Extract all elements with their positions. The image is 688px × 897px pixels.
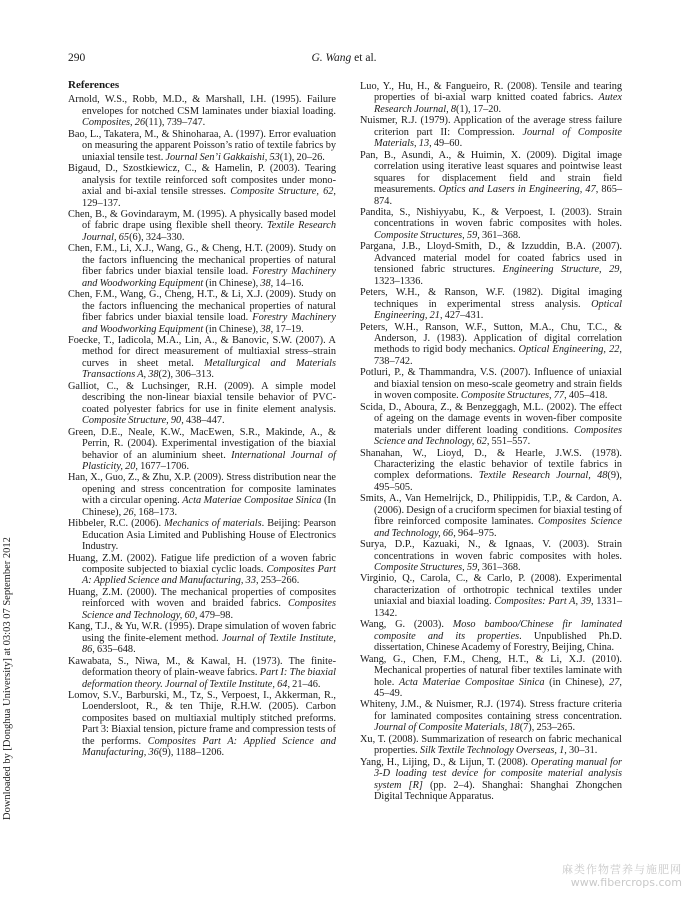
reference-entry xyxy=(360,81,622,115)
reference-text: , 1331–1342. xyxy=(374,596,623,619)
reference-text: (pp. 2–4). Shanghai: Shanghai Zhongchen Digital Technique Apparatus. xyxy=(374,779,622,803)
reference-entry xyxy=(360,115,622,149)
reference-text: , 479–98. xyxy=(194,609,234,621)
reference-entry xyxy=(68,335,336,381)
reference-source: Composites: Part A, 39 xyxy=(494,596,592,608)
reference-text: Huang, Z.M. (2000). The mechanical properties of composites reinforced with woven and braided fabrics. xyxy=(68,586,336,610)
reference-text: (1), 20–26. xyxy=(279,151,325,163)
reference-text: , 14–16. xyxy=(270,277,304,289)
reference-text: Whiteny, J.M., & Nuismer, R.J. (1974). Stress fracture criteria for laminated composites containing stress concentration. xyxy=(360,699,622,722)
reference-source: Silk Textile Technology Overseas, 1 xyxy=(419,745,565,757)
reference-text: Chen, F.M., Li, X.J., Wang, G., & Cheng, H.T. (2009). Study on the factors influencing the mechanical properties of natural fiber fabrics under biaxial tensile load. xyxy=(68,243,336,278)
reference-entry xyxy=(360,448,622,494)
reference-list-right xyxy=(360,81,622,803)
reference-source: Textile Research Journal, 65 xyxy=(82,220,337,243)
reference-entry xyxy=(68,94,336,128)
reference-source: Optical Engineering, 22 xyxy=(518,344,620,356)
reference-text: , 1323–1336. xyxy=(374,264,622,287)
reference-entry xyxy=(68,289,336,335)
reference-entry xyxy=(360,150,622,207)
reference-text: , 49–60. xyxy=(429,138,463,150)
reference-entry xyxy=(68,656,336,690)
reference-text: Green, D.E., Neale, K.W., MacEwen, S.R., Makinde, A., & Perrin, R. (2004). Experimental investigation of the biaxial behavior of an aluminium sheet. xyxy=(68,426,336,461)
reference-source: Composite Structure, 62 xyxy=(230,186,334,198)
reference-text: Pandita, S., Nishiyyabu, K., & Verpoest, I. (2003). Strain concentrations in woven fabric composites with holes. xyxy=(360,206,622,230)
reference-text: . Unpublished Ph.D. dissertation, Chinese Academy of Forestry, Beijing, China. xyxy=(374,630,622,654)
reference-entry xyxy=(360,539,622,573)
reference-entry xyxy=(68,427,336,473)
reference-text: Kang, T.J., & Yu, W.R. (1995). Drape simulation of woven fabric using the finite-element method. xyxy=(68,621,336,644)
reference-text: , 427–431. xyxy=(439,310,484,322)
reference-source: Composites, 26 xyxy=(82,117,146,129)
reference-text: , 253–266. xyxy=(255,575,300,587)
reference-entry xyxy=(360,322,622,368)
reference-source: Metallurgical and Materials Transactions A, 38 xyxy=(82,357,337,381)
reference-entry xyxy=(68,209,336,243)
reference-entry xyxy=(68,381,336,427)
reference-text: , 738–742. xyxy=(374,344,622,367)
reference-text: (6), 324–330. xyxy=(129,231,185,243)
reference-text: Nuismer, R.J. (1979). Application of the average stress failure criterion part II: Compression. xyxy=(360,115,622,138)
reference-source: Moso bamboo/Chinese fir laminated composite and its properties xyxy=(374,619,622,642)
reference-source: Part I: The biaxial deformation theory. Journal of Textile Institute, 64 xyxy=(82,667,336,690)
reference-source: Composite Structures, 59 xyxy=(374,562,478,574)
reference-text: Virginio, Q., Carola, C., & Carlo, P. (2008). Experimental characterization of orthotropic technical textiles under uniaxial and biaxial loading. xyxy=(360,573,622,608)
reference-source: Optics and Lasers in Engineering, 47 xyxy=(438,184,596,196)
reference-source: Composites Science and Technology, 60 xyxy=(82,598,336,621)
reference-text: Bao, L., Takatera, M., & Shinoharaa, A. (1997). Error evaluation on measuring the apparent Poisson’s ratio of textile fabrics by uniaxial tensile test. xyxy=(68,128,336,163)
reference-text: Xu, T. (2008). Summarization of research on fabric mechanical properties. xyxy=(360,733,622,757)
reference-source: Composites Part A: Applied Science and Manufacturing, 33 xyxy=(82,564,336,587)
reference-entry xyxy=(360,573,622,619)
reference-text: , 45–49. xyxy=(374,676,622,700)
reference-entry xyxy=(68,129,336,163)
reference-text: Luo, Y., Hu, H., & Fangueiro, R. (2008). Tensile and tearing properties of bi-axial warp knitted coated fabrics. xyxy=(360,81,622,104)
site-watermark xyxy=(562,863,682,889)
reference-entry xyxy=(68,621,336,655)
reference-entry xyxy=(360,493,622,539)
download-notice: Downloaded by [Donghua University] at 03:03 07 September 2012 xyxy=(2,537,13,820)
reference-entry xyxy=(360,734,622,757)
reference-text: , 1677–1706. xyxy=(135,460,190,472)
reference-source: Acta Materiae Compositae Sinica xyxy=(182,495,322,507)
reference-text: Scida, D., Aboura, Z., & Benzeggagh, M.L. (2002). The effect of ageing on the damage events in woven-fiber composite materials under different loading conditions. xyxy=(360,401,622,436)
reference-text: (in Chinese), xyxy=(203,277,261,289)
reference-text: (9), 1188–1206. xyxy=(158,747,225,759)
reference-source: International Journal of Plasticity, 20 xyxy=(82,449,336,472)
reference-source: Engineering Structure, 29 xyxy=(502,264,620,276)
reference-source: Composite Structures, 59 xyxy=(374,229,478,241)
reference-text: Shanahan, W., Lioyd, D., & Hearle, J.W.S. (1978). Characterizing the elastic behavior of textile fabrics in complex deformations. xyxy=(360,447,622,482)
reference-text: Pan, B., Asundi, A., & Huimin, X. (2009). Digital image correlation using iterative least squares and pointwise least squares for displacement field and strain field measurements. xyxy=(360,149,622,196)
reference-text: Wang, G. (2003). xyxy=(360,619,453,631)
reference-text: (In Chinese), xyxy=(82,495,336,518)
reference-text: (11), 739–747. xyxy=(145,117,206,129)
reference-text: Surya, D.P., Kazuaki, N., & Ignaas, V. (2003). Strain concentrations in woven fabric composites with holes. xyxy=(360,539,622,562)
page-header xyxy=(68,52,620,68)
reference-text: Peters, W.H., & Ranson, W.F. (1982). Digital imaging techniques in experimental stress analysis. xyxy=(360,287,622,310)
references-heading: References xyxy=(68,79,120,91)
reference-text: Pargana, J.B., Lloyd-Smith, D., & Izzuddin, B.A. (2007). Advanced material model for coated fabrics used in tensioned fabric structures. xyxy=(360,241,622,276)
reference-source: Composites Part A: Applied Science and Manufacturing, 36 xyxy=(82,735,336,759)
reference-text: , 21–46. xyxy=(287,678,321,690)
reference-entry xyxy=(68,518,336,552)
reference-entry xyxy=(360,367,622,401)
reference-entry xyxy=(68,243,336,289)
reference-source: Journal Sen’i Gakkaishi, 53 xyxy=(165,151,280,163)
running-head-suffix: et al. xyxy=(351,52,377,64)
reference-source: Composites Science and Technology, 62 xyxy=(374,424,622,448)
reference-source: Composite Structures, 77 xyxy=(460,390,565,402)
reference-text: Hibbeler, R.C. (2006). xyxy=(68,518,165,530)
reference-text: Smits, A., Van Hemelrijck, D., Philippidis, T.P., & Cardon, A. (2006). Design of a cruciform specimen for biaxial testing of fibre reinforced composite laminates. xyxy=(360,493,622,528)
reference-source: 38 xyxy=(260,277,271,289)
references-column-right xyxy=(360,81,622,803)
reference-source: Forestry Machinery and Woodworking Equipment xyxy=(82,266,336,289)
reference-text: Kawabata, S., Niwa, M., & Kawal, H. (1973). The finite-deformation theory of plain-weave fabrics. xyxy=(68,655,336,679)
reference-text: , 438–447. xyxy=(181,415,225,427)
reference-source: 38 xyxy=(260,323,271,335)
reference-text: , 635–648. xyxy=(92,644,136,656)
reference-entry xyxy=(360,207,622,241)
reference-text: Galliot, C., & Luchsinger, R.H. (2009). A simple model describing the non-linear biaxial tensile behavior of PVC-coated polyester fabrics for use in finite element analysis. xyxy=(68,380,336,415)
references-column-left xyxy=(68,80,336,759)
reference-text: , 30–31. xyxy=(564,745,598,757)
reference-entry xyxy=(360,619,622,653)
reference-text: Arnold, W.S., Robb, M.D., & Marshall, I.H. (1995). Failure envelopes for notched CSM laminates under biaxial loading. xyxy=(68,94,336,117)
reference-text: Peters, W.H., Ranson, W.F., Sutton, M.A., Chu, T.C., & Anderson, J. (1983). Application of digital correlation methods to rigid body mechanics. xyxy=(360,321,622,356)
reference-entry xyxy=(68,472,336,518)
running-head xyxy=(68,52,620,64)
reference-source: Composites Science and Technology, 66 xyxy=(374,516,623,539)
reference-entry xyxy=(68,690,336,759)
reference-source: Optical Engineering, 21 xyxy=(374,298,622,322)
reference-entry xyxy=(360,287,622,321)
reference-text: (2), 306–313. xyxy=(158,369,214,381)
watermark-site-name: 麻类作物营养与施肥网 xyxy=(562,863,682,876)
reference-text: (in Chinese), xyxy=(544,676,610,688)
reference-text: (in Chinese), xyxy=(203,323,261,335)
reference-text: , 865–874. xyxy=(374,184,622,207)
reference-text: (1), 17–20. xyxy=(456,103,502,115)
reference-source: 26 xyxy=(123,506,134,518)
reference-source: Journal of Composite Materials, 13 xyxy=(374,126,622,150)
running-head-author: G. Wang xyxy=(311,52,352,64)
reference-text: , 964–975. xyxy=(453,527,497,539)
reference-text: Chen, B., & Govindaraym, M. (1995). A physically based model of fabric drape using flexible shell theory. xyxy=(68,208,336,232)
reference-entry xyxy=(68,553,336,587)
reference-text: , 168–173. xyxy=(133,506,178,518)
reference-source: Forestry Machinery and Woodworking Equipment xyxy=(82,312,336,335)
reference-text: , 17–19. xyxy=(270,323,304,335)
reference-text: . Beijing: Pearson Education Asia Limited and Publishing House of Electronics Industry. xyxy=(82,518,337,553)
reference-text: Yang, H., Lijing, D., & Lijun, T. (2008). xyxy=(360,756,531,768)
reference-text: , 361–368. xyxy=(477,229,521,241)
reference-source: Operating manual for 3-D loading test device for composite material analysis system [R] xyxy=(374,756,622,791)
reference-source: Mechanics of materials xyxy=(164,518,262,530)
reference-text: (7), 253–265. xyxy=(519,722,576,734)
reference-source: Composite Structure, 90 xyxy=(82,415,182,427)
reference-text: Chen, F.M., Wang, G., Cheng, H.T., & Li, X.J. (2009). Study on the factors influencing the mechanical properties of natural fiber fabrics under biaxial tensile load. xyxy=(68,289,336,324)
reference-text: , 551–557. xyxy=(486,436,531,448)
reference-text: Potluri, P., & Thammandra, V.S. (2007). Influence of uniaxial and biaxial tension on meso-scale geometry and strain fields in woven composite. xyxy=(360,367,622,402)
reference-text: Lomov, S.V., Barburski, M., Tz, S., Verpoest, I., Akkerman, R., Loendersloot, R., & ten Thije, R.H.W. (2005). Carbon composites based on multiaxial multiply stitched preforms. Part 3: Biaxial tension, picture frame and compression tests of the performs. xyxy=(68,690,336,747)
reference-source: 27 xyxy=(609,676,620,688)
reference-text: Foecke, T., Iadicola, M.A., Lin, A., & Banovic, S.W. (2007). A method for direct measurement of multiaxial stress–strain curves in sheet metal. xyxy=(68,334,336,369)
reference-entry xyxy=(360,402,622,448)
reference-source: Textile Research Journal, 48 xyxy=(478,470,608,482)
reference-list-left xyxy=(68,94,336,758)
reference-text: , 129–137. xyxy=(82,186,336,209)
watermark-url: www.fibercrops.com xyxy=(570,876,682,889)
reference-text: Huang, Z.M. (2002). Fatigue life prediction of a woven fabric composite subjected to biaxial cyclic loads. xyxy=(68,552,336,576)
reference-source: Journal of Textile Institute, 86 xyxy=(82,632,336,656)
reference-entry xyxy=(360,757,622,803)
reference-text: , 361–368. xyxy=(477,562,521,574)
reference-source: Autex Research Journal, 8 xyxy=(374,92,622,115)
reference-text: (9), 495–505. xyxy=(374,470,622,493)
page-number: 290 xyxy=(68,52,86,64)
reference-entry xyxy=(68,587,336,621)
reference-text: Bigaud, D., Szostkiewicz, C., & Hamelin, P. (2003). Tearing analysis for textile reinforced soft composites under mono-axial and bi-axial tensile stresses. xyxy=(68,163,336,198)
reference-entry xyxy=(360,241,622,287)
reference-text: Wang, G., Chen, F.M., Cheng, H.T., & Li, X.J. (2010). Mechanical properties of natural fiber textiles laminate with hole. xyxy=(360,653,622,688)
reference-entry xyxy=(360,654,622,700)
reference-text: , 405–418. xyxy=(564,390,608,402)
reference-entry xyxy=(360,699,622,733)
reference-entry xyxy=(68,163,336,209)
reference-source: Acta Materiae Compositae Sinica xyxy=(398,676,545,688)
reference-source: Journal of Composite Materials, 18 xyxy=(374,722,520,734)
reference-text: Han, X., Guo, Z., & Zhu, X.P. (2009). Stress distribution near the opening and stress concentration for composite laminates with a circular opening. xyxy=(68,472,336,507)
